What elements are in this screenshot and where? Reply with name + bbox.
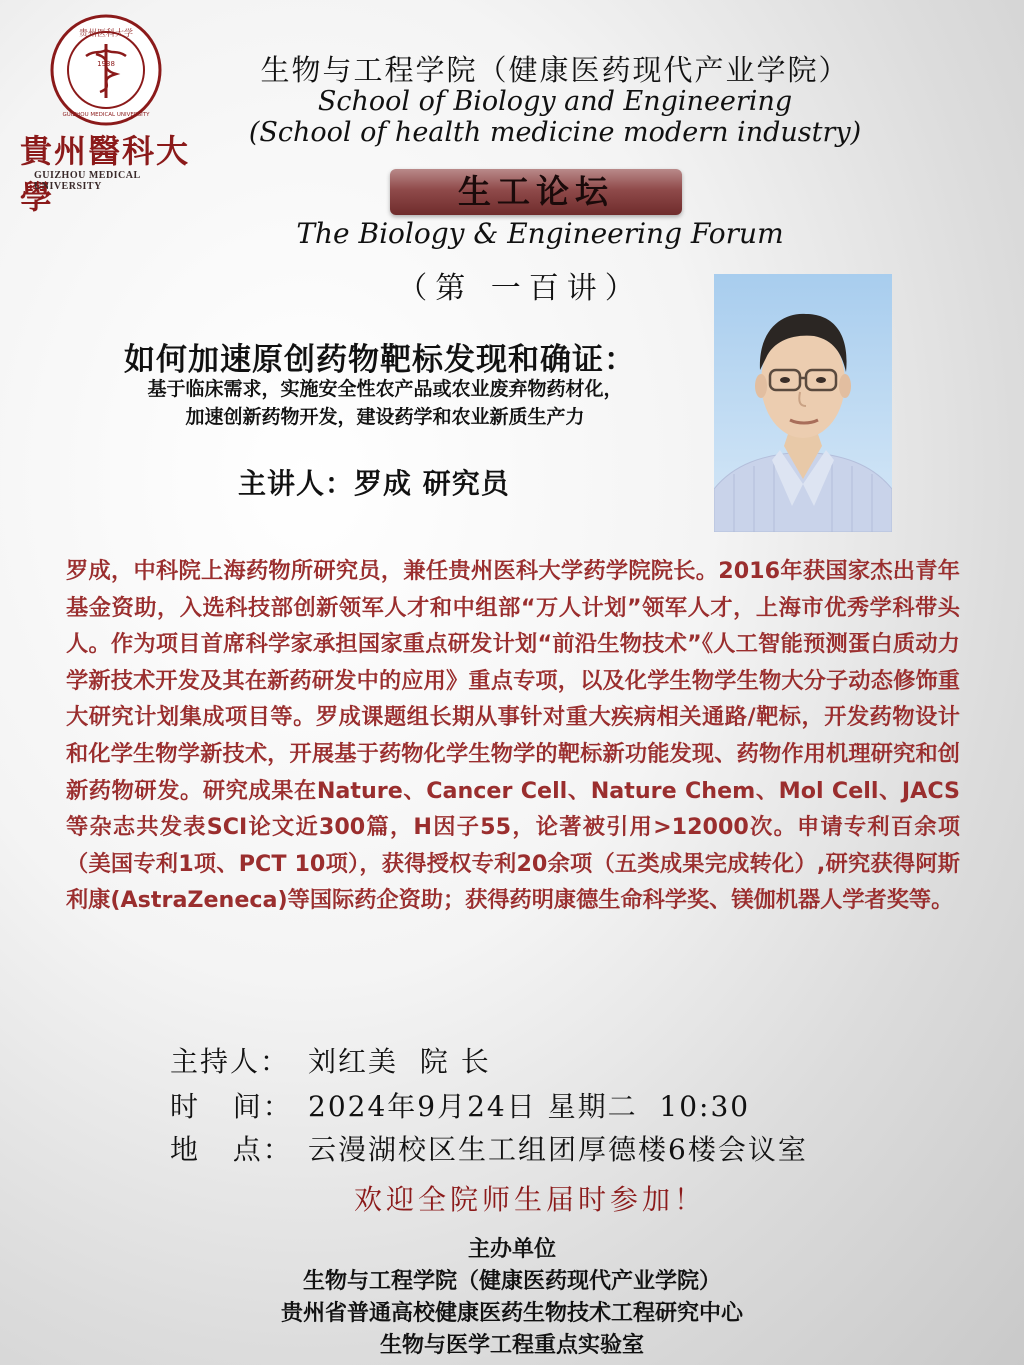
forum-name-en: The Biology & Engineering Forum — [296, 217, 784, 250]
place-label: 地 点： — [170, 1133, 293, 1166]
university-logo — [20, 14, 200, 216]
place-row — [170, 1128, 808, 1168]
seal-year: 1938 — [97, 60, 115, 68]
school-name-en — [200, 86, 910, 148]
talk-subtitle-line1: 基于临床需求，实施安全性农产品或农业废弃物药材化， — [147, 378, 623, 400]
lecture-number: （第 一百讲） — [397, 271, 643, 306]
time-row — [170, 1085, 750, 1125]
speaker-bio: 罗成，中科院上海药物所研究员，兼任贵州医科大学药学院院长。2016年获国家杰出青年基金资助，入选科技部创新领军人才和中组部“万人计划”领军人才，上海市优秀学科带头人。作为项目首席科学家承担国家重点研发计划“前沿生物技术”《人工智能预测蛋白质动力学新技术开发及其在新药研发中的应用》重点专项，以及化学生物学生物大分子动态修饰重大研究计划集成项目等。罗成课题组长期从事针对重大疾病相关通路/靶标，开发药物设计和化学生物学新技术，开展基于药物化学生物学的靶标新功能发现、药物作用机理研究和创新药物研发。研究成果在Nature、Cancer Cell、Nature Chem、Mol Cell、JACS等杂志共发表SCI论文近300篇，H因子55，论著被引用>12000次。申请专利百余项（美国专利1项、PCT 10项），获得授权专利20余项（五类成果完成转化）,研究获得阿斯利康(AstraZeneca)等国际药企资助；获得药明康德生命科学奖、镁伽机器人学者奖等。 — [66, 558, 960, 914]
university-seal-icon — [50, 14, 162, 126]
seal-bottom-text: GUIZHOU MEDICAL UNIVERSITY — [62, 112, 150, 118]
organizer-line1: 生物与工程学院（健康医药现代产业学院） — [302, 1269, 721, 1294]
university-name-en: GUIZHOU MEDICAL UNIVERSITY — [34, 170, 141, 192]
school-name-en-line2: (School of health medicine modern industry) — [248, 117, 862, 148]
university-name-cn: 貴州醫科大學 — [20, 132, 191, 216]
forum-name-cn: 生工论坛 — [458, 172, 614, 211]
talk-subtitle — [60, 375, 710, 431]
school-name-cn: 生物与工程学院（健康医药现代产业学院） — [260, 53, 850, 87]
talk-title: 如何加速原创药物靶标发现和确证： — [124, 342, 636, 378]
place-value: 云漫湖校区生工组团厚德楼6楼会议室 — [308, 1133, 808, 1166]
organizer-line2: 贵州省普通高校健康医药生物技术工程研究中心 — [280, 1301, 743, 1326]
organizer-line3: 生物与医学工程重点实验室 — [379, 1333, 644, 1358]
time-label: 时 间： — [170, 1090, 293, 1123]
speaker-photo — [714, 274, 892, 532]
talk-subtitle-line2: 加速创新药物开发，建设药学和农业新质生产力 — [185, 406, 585, 428]
time-value: 2024年9月24日 星期二 10:30 — [308, 1090, 751, 1123]
host-label: 主持人： — [170, 1045, 291, 1078]
host-row — [170, 1040, 491, 1080]
seal-top-text: 贵州医科大学 — [78, 29, 134, 39]
speaker-portrait-icon — [714, 274, 892, 532]
welcome-message: 欢迎全院师生届时参加！ — [353, 1183, 706, 1216]
school-name-en-line1: School of Biology and Engineering — [317, 86, 793, 117]
organizer-heading: 主办单位 — [467, 1237, 556, 1262]
host-value: 刘红美 院 长 — [308, 1045, 491, 1078]
speaker-line: 主讲人：罗成 研究员 — [238, 467, 510, 500]
